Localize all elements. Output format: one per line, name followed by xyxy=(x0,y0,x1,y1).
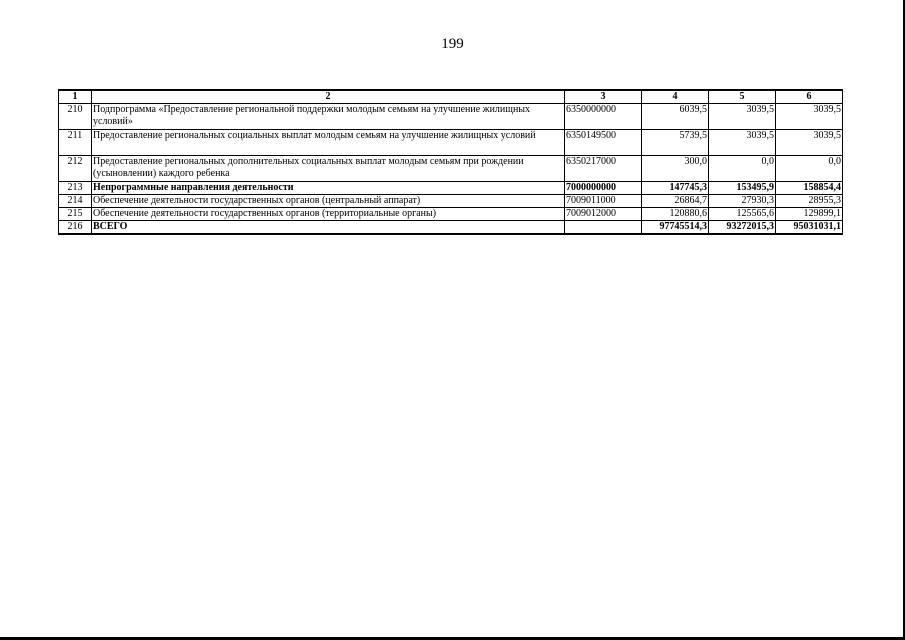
row-value-4: 26864,7 xyxy=(642,195,709,208)
row-value-6: 158854,4 xyxy=(776,182,843,195)
row-value-5: 125565,6 xyxy=(709,208,776,221)
row-number: 212 xyxy=(59,156,92,182)
row-value-4: 120880,6 xyxy=(642,208,709,221)
row-value-5: 3039,5 xyxy=(709,104,776,130)
row-value-6: 28955,3 xyxy=(776,195,843,208)
row-value-4: 6039,5 xyxy=(642,104,709,130)
row-code: 7000000000 xyxy=(565,182,642,195)
row-name: Непрограммные направления деятельности xyxy=(92,182,565,195)
row-code: 6350000000 xyxy=(565,104,642,130)
row-value-5: 3039,5 xyxy=(709,130,776,156)
row-name: Обеспечение деятельности государственных органов (центральный аппарат) xyxy=(92,195,565,208)
table-header-row xyxy=(59,90,843,104)
page-number: 199 xyxy=(441,36,464,52)
row-code xyxy=(565,221,642,235)
column-header: 6 xyxy=(776,90,843,104)
column-header: 5 xyxy=(709,90,776,104)
row-value-5: 93272015,3 xyxy=(709,221,776,235)
row-name: Подпрограмма «Предоставление региональной поддержки молодым семьям на улучшение жилищных условий» xyxy=(92,104,565,130)
row-number: 216 xyxy=(59,221,92,235)
table-row xyxy=(59,130,843,156)
row-value-4: 97745514,3 xyxy=(642,221,709,235)
row-code: 6350149500 xyxy=(565,130,642,156)
row-code: 7009012000 xyxy=(565,208,642,221)
row-value-5: 153495,9 xyxy=(709,182,776,195)
row-value-6: 129899,1 xyxy=(776,208,843,221)
column-header: 4 xyxy=(642,90,709,104)
row-value-6: 95031031,1 xyxy=(776,221,843,235)
row-value-4: 147745,3 xyxy=(642,182,709,195)
row-name: ВСЕГО xyxy=(92,221,565,235)
row-name: Предоставление региональных дополнительных социальных выплат молодым семьям при рождении (усыновлении) каждого ребенка xyxy=(92,156,565,182)
row-value-6: 3039,5 xyxy=(776,130,843,156)
row-number: 213 xyxy=(59,182,92,195)
column-header: 2 xyxy=(92,90,565,104)
row-number: 210 xyxy=(59,104,92,130)
row-name: Предоставление региональных социальных выплат молодым семьям на улучшение жилищных условий xyxy=(92,130,565,156)
row-code: 6350217000 xyxy=(565,156,642,182)
budget-table xyxy=(58,89,843,235)
table-row xyxy=(59,156,843,182)
row-value-5: 27930,3 xyxy=(709,195,776,208)
row-value-6: 0,0 xyxy=(776,156,843,182)
row-number: 215 xyxy=(59,208,92,221)
table-row xyxy=(59,182,843,195)
row-number: 211 xyxy=(59,130,92,156)
row-value-5: 0,0 xyxy=(709,156,776,182)
table-row xyxy=(59,221,843,235)
column-header: 1 xyxy=(59,90,92,104)
row-value-4: 300,0 xyxy=(642,156,709,182)
row-value-6: 3039,5 xyxy=(776,104,843,130)
table-row xyxy=(59,195,843,208)
row-code: 7009011000 xyxy=(565,195,642,208)
row-number: 214 xyxy=(59,195,92,208)
table-row xyxy=(59,104,843,130)
column-header: 3 xyxy=(565,90,642,104)
table-row xyxy=(59,208,843,221)
row-name: Обеспечение деятельности государственных органов (территориальные органы) xyxy=(92,208,565,221)
row-value-4: 5739,5 xyxy=(642,130,709,156)
